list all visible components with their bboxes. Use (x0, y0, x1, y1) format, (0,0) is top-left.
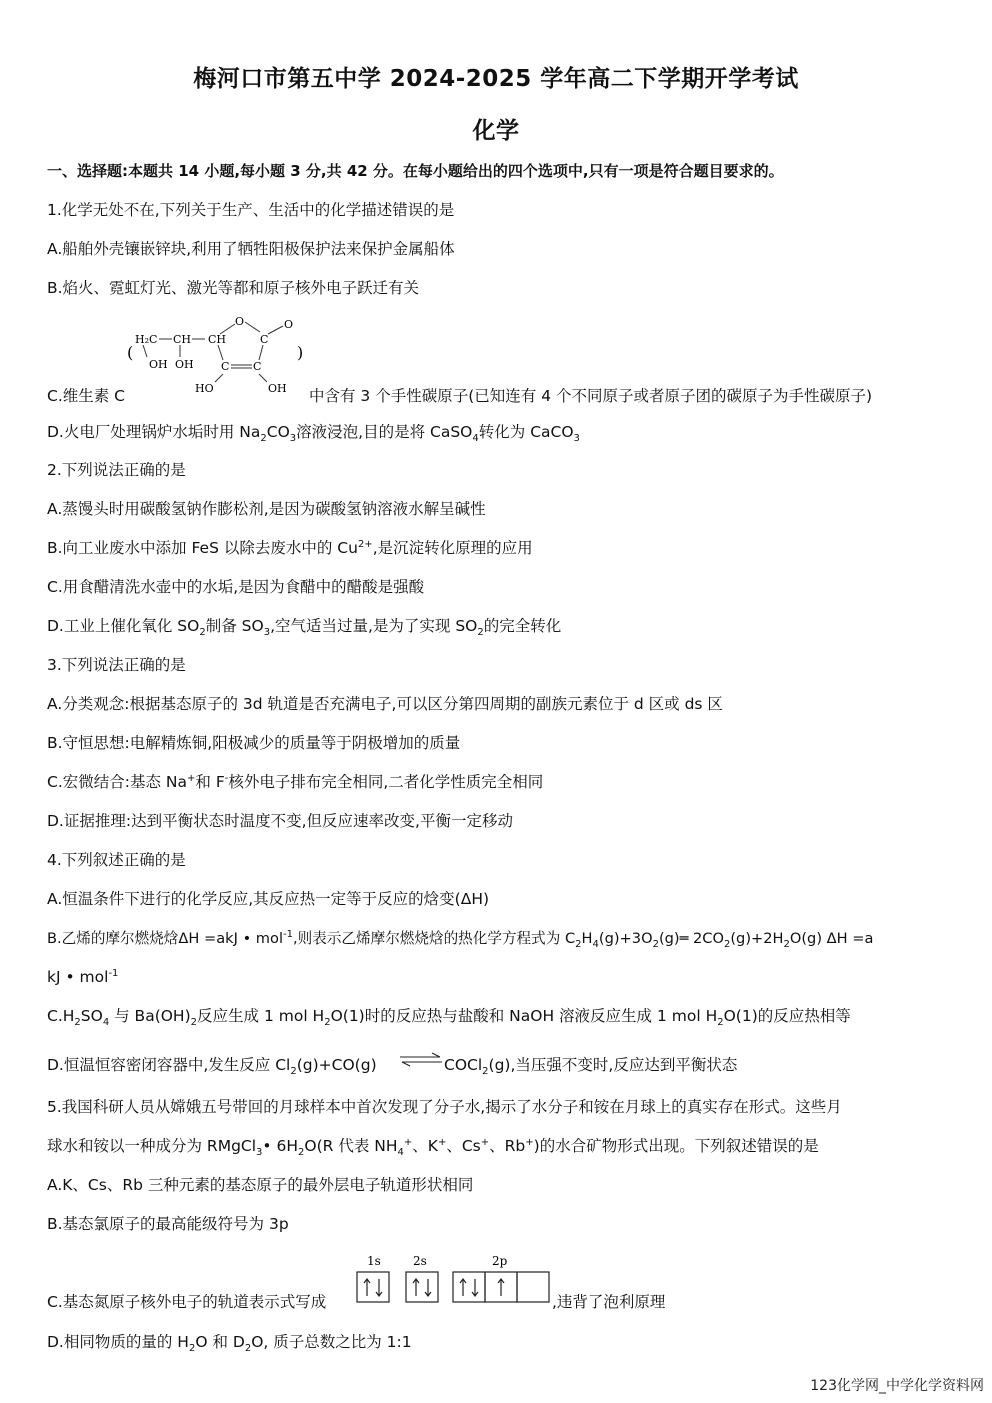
q5-stem-part7: )的水合矿物形式出现。下列叙述错误的是 (533, 1137, 819, 1155)
q4-d-part3: COCl (444, 1056, 483, 1074)
q4-c-part4: 反应生成 1 mol H (197, 1007, 325, 1025)
q5-stem-line2 (47, 1136, 819, 1159)
orbital-diagram (356, 1252, 552, 1308)
q3-c-sup1: + (187, 772, 196, 784)
q1-d-sub2: 3 (289, 433, 297, 445)
q1-stem: 1.化学无处不在,下列关于生产、生活中的化学描述错误的是 (47, 201, 455, 219)
q5-stem-part3: O(R 代表 NH (304, 1137, 398, 1155)
structure-h2c: H₂C (135, 333, 158, 346)
q2-option-d (47, 616, 562, 639)
orbital-box-2p-1 (453, 1272, 485, 1302)
q4-b-part4: (g)+3O (598, 930, 653, 947)
q2-b-part1: B.向工业废水中添加 FeS 以除去废水中的 Cu (47, 539, 358, 557)
structure-oh3: OH (268, 382, 287, 394)
q2-d-part2: 制备 SO (205, 617, 264, 635)
q5-stem-part5: 、Cs (446, 1137, 481, 1155)
q1-d-sub3: 4 (472, 433, 479, 445)
q3-option-b: B.守恒思想:电解精炼铜,阳极减少的质量等于阴极增加的质量 (47, 734, 461, 752)
q5-stem-part2: • 6H (262, 1137, 299, 1155)
q4-c-part1: C.H (47, 1007, 75, 1025)
q5-stem-part4: 、K (412, 1137, 438, 1155)
q3-option-c (47, 772, 543, 792)
subject-title: 化学 (472, 118, 520, 144)
q1-d-part1: D.火电厂处理锅炉水垢时用 Na (47, 423, 261, 441)
structure-oh1: OH (149, 358, 168, 371)
reversible-arrow-icon (398, 1052, 444, 1068)
structure-c1: C (260, 333, 269, 346)
q4-option-c (47, 1006, 851, 1029)
q3-c-part1: C.宏微结合:基态 Na (47, 773, 187, 791)
structure-rparen: ) (297, 343, 304, 362)
q3-option-d: D.证据推理:达到平衡状态时温度不变,但反应速率改变,平衡一定移动 (47, 812, 513, 830)
q5-d-sub2: 2 (244, 1343, 252, 1355)
structure-c3: C (253, 360, 262, 373)
q5-option-c-tail: ,违背了泡利原理 (552, 1293, 666, 1311)
q4-b-part7: O(g) ΔH =a (789, 930, 874, 947)
q5-option-c: C.基态氮原子核外电子的轨道表示式写成 (47, 1293, 327, 1311)
q4-b-part5: (g)═ 2CO (658, 930, 724, 947)
q1-option-d (47, 422, 580, 445)
q4-d-sub2: 2 (482, 1066, 489, 1078)
structure-o-ring: O (235, 315, 245, 328)
q2-d-part1: D.工业上催化氧化 SO (47, 617, 200, 635)
structure-ho: HO (195, 382, 214, 394)
vitamin-c-structure (125, 312, 310, 394)
q4-d-part4: (g),当压强不变时,反应达到平衡状态 (488, 1056, 738, 1074)
structure-o-carbonyl: O (284, 318, 294, 331)
q4-b-part2: ,则表示乙烯摩尔燃烧焓的热化学方程式为 C (293, 930, 576, 947)
q4-stem: 4.下列叙述正确的是 (47, 851, 186, 869)
q4-d-sub1: 2 (290, 1066, 297, 1078)
q4-c-sub5: 2 (717, 1017, 724, 1029)
q2-d-part4: 的完全转化 (483, 617, 562, 635)
q2-option-c: C.用食醋清洗水壶中的水垢,是因为食醋中的醋酸是强酸 (47, 578, 425, 596)
orbital-label-2p: 2p (492, 1254, 508, 1268)
q4-c-sub1: 2 (74, 1017, 81, 1029)
q4-c-sub2: 4 (102, 1017, 110, 1029)
q5-stem-part1: 球水和铵以一种成分为 RMgCl (47, 1137, 257, 1155)
q4-d-part2: (g)+CO(g) (296, 1056, 377, 1074)
q5-d-part2: O 和 D (195, 1333, 245, 1351)
q1-d-part4: 转化为 CaCO (478, 423, 574, 441)
q5-d-sub1: 2 (188, 1343, 196, 1355)
q1-d-part2: CO (266, 423, 290, 441)
q4-option-b-cont (47, 967, 118, 987)
orbital-box-2s (406, 1272, 438, 1302)
q4-b-part8: kJ • mol (47, 968, 109, 986)
q4-c-part5: O(1)时的反应热与盐酸和 NaOH 溶液反应生成 1 mol H (330, 1007, 718, 1025)
q5-option-a: A.K、Cs、Rb 三种元素的基态原子的最外层电子轨道形状相同 (47, 1176, 474, 1194)
exam-title: 梅河口市第五中学 2024-2025 学年高二下学期开学考试 (193, 66, 799, 92)
q2-d-sub1: 2 (199, 627, 206, 639)
q5-stem-part6: 、Rb (489, 1137, 526, 1155)
watermark-footer: 123化学网_中学化学资料网 (810, 1378, 984, 1394)
q3-option-a: A.分类观念:根据基态原子的 3d 轨道是否充满电子,可以区分第四周期的副族元素位于 d 区或 ds 区 (47, 695, 723, 713)
orbital-label-1s: 1s (367, 1254, 381, 1268)
q1-option-b: B.焰火、霓虹灯光、激光等都和原子核外电子跃迁有关 (47, 279, 420, 297)
q2-stem: 2.下列说法正确的是 (47, 461, 186, 479)
q4-option-d-product (444, 1055, 738, 1078)
q4-b-part6: (g)+2H (730, 930, 784, 947)
q4-b-sub1: 2 (575, 938, 582, 950)
q4-b-sub3: 2 (652, 938, 659, 950)
q5-stem-sup4: + (525, 1136, 534, 1148)
q4-option-d (47, 1055, 377, 1078)
q4-c-part6: O(1)的反应热相等 (723, 1007, 851, 1025)
q2-b-part2: ,是沉淀转化原理的应用 (372, 539, 533, 557)
q5-stem-line1: 5.我国科研人员从嫦娥五号带回的月球样本中首次发现了分子水,揭示了水分子和铵在月球上的真实存在形式。这些月 (47, 1098, 842, 1116)
q2-b-sup: 2+ (357, 538, 373, 550)
q5-stem-sub3: 4 (397, 1147, 404, 1159)
q4-b-part1: B.乙烯的摩尔燃烧焓ΔH =akJ • mol (47, 930, 284, 947)
orbital-box-1s (357, 1272, 389, 1302)
q4-b-sub4: 2 (723, 938, 731, 950)
q4-c-sub4: 2 (324, 1017, 331, 1029)
q5-stem-sup3: + (480, 1136, 490, 1148)
q4-c-sub3: 2 (190, 1017, 198, 1029)
q5-stem-sub2: 2 (298, 1147, 305, 1159)
q1-d-part3: 溶液浸泡,目的是将 CaSO (296, 423, 473, 441)
q5-option-d (47, 1332, 412, 1355)
q4-d-part1: D.恒温恒容密闭容器中,发生反应 Cl (47, 1056, 291, 1074)
q5-stem-sup2: + (437, 1136, 447, 1148)
q2-option-a: A.蒸馒头时用碳酸氢钠作膨松剂,是因为碳酸氢钠溶液水解呈碱性 (47, 500, 486, 518)
q1-d-sub1: 2 (260, 433, 267, 445)
structure-lparen: ( (127, 343, 134, 362)
q2-d-sub2: 3 (263, 627, 271, 639)
q4-b-sub2: 4 (592, 938, 599, 950)
structure-oh2: OH (175, 358, 194, 371)
q5-stem-sub1: 3 (256, 1147, 263, 1159)
orbital-box-2p-3 (517, 1272, 549, 1302)
q4-b-sup2: -1 (108, 967, 119, 979)
q4-b-part3: H (581, 930, 593, 947)
q3-c-part3: 核外电子排布完全相同,二者化学性质完全相同 (228, 773, 544, 791)
q4-option-a: A.恒温条件下进行的化学反应,其反应热一定等于反应的焓变(ΔH) (47, 890, 490, 908)
q2-d-part3: ,空气适当过量,是为了实现 SO (270, 617, 478, 635)
q1-c-prefix: C.维生素 C (47, 387, 125, 405)
orbital-label-2s: 2s (413, 1254, 427, 1268)
q4-option-b (47, 929, 873, 949)
structure-ch1: CH (173, 333, 192, 346)
q5-d-part3: O, 质子总数之比为 1:1 (251, 1333, 412, 1351)
q2-d-sub3: 2 (477, 627, 484, 639)
q4-b-sub5: 2 (783, 938, 790, 950)
q3-c-part2: 和 F (195, 773, 225, 791)
q1-option-c (47, 386, 125, 406)
q4-b-sup: -1 (283, 929, 293, 941)
section-heading: 一、选择题:本题共 14 小题,每小题 3 分,共 42 分。在每小题给出的四个选项中,只有一项是符合题目要求的。 (47, 162, 784, 180)
q1-d-sub4: 3 (573, 433, 580, 445)
q1-option-c-text: 中含有 3 个手性碳原子(已知连有 4 个不同原子或者原子团的碳原子为手性碳原子) (309, 387, 873, 405)
structure-ch2: CH (208, 333, 227, 346)
q5-stem-sup1: + (403, 1136, 413, 1148)
q4-c-part3: 与 Ba(OH) (109, 1007, 191, 1025)
q5-d-part1: D.相同物质的量的 H (47, 1333, 189, 1351)
q3-stem: 3.下列说法正确的是 (47, 656, 186, 674)
q4-c-part2: SO (80, 1007, 103, 1025)
q1-option-a: A.船舶外壳镶嵌锌块,利用了牺牲阳极保护法来保护金属船体 (47, 240, 455, 258)
q5-option-b: B.基态氯原子的最高能级符号为 3p (47, 1215, 289, 1233)
structure-c2: C (221, 360, 230, 373)
q2-option-b (47, 538, 533, 558)
q3-c-sup2: - (224, 772, 229, 784)
